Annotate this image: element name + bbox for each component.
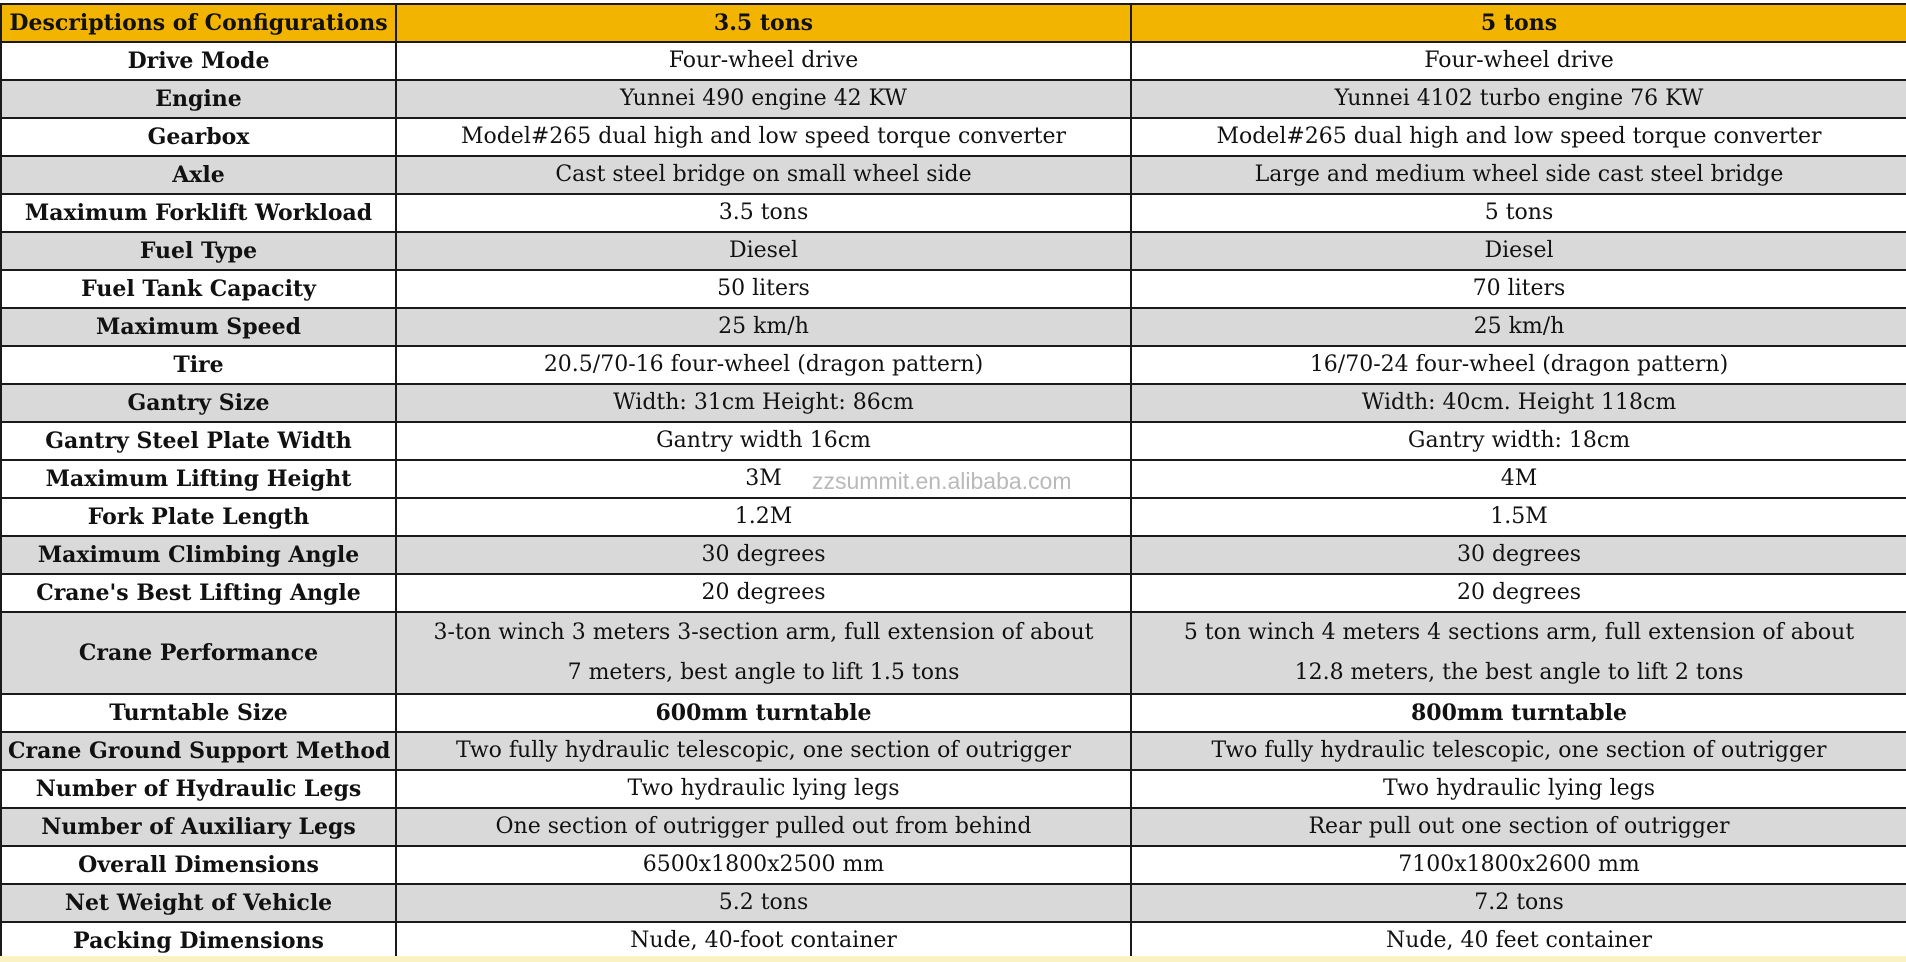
row-label: Packing Dimensions bbox=[1, 922, 396, 960]
row-label: Fork Plate Length bbox=[1, 498, 396, 536]
spec-table bbox=[0, 3, 1906, 961]
row-label: Gantry Steel Plate Width bbox=[1, 422, 396, 460]
row-label: Maximum Climbing Angle bbox=[1, 536, 396, 574]
value-3-5-tons: 5.2 tons bbox=[396, 884, 1131, 922]
table-row bbox=[1, 118, 1906, 156]
table-row bbox=[1, 384, 1906, 422]
value-3-5-tons: Width: 31cm Height: 86cm bbox=[396, 384, 1131, 422]
value-3-5-tons: Two fully hydraulic telescopic, one section of outrigger bbox=[396, 732, 1131, 770]
value-5-tons: Nude, 40 feet container bbox=[1131, 922, 1906, 960]
table-row bbox=[1, 536, 1906, 574]
value-5-tons: 7100x1800x2600 mm bbox=[1131, 846, 1906, 884]
table-row bbox=[1, 422, 1906, 460]
value-3-5-tons: 3M bbox=[396, 460, 1131, 498]
value-5-tons: Large and medium wheel side cast steel bridge bbox=[1131, 156, 1906, 194]
table-row bbox=[1, 846, 1906, 884]
header-3-5-tons: 3.5 tons bbox=[396, 4, 1131, 42]
value-3-5-tons: 6500x1800x2500 mm bbox=[396, 846, 1131, 884]
value-3-5-tons: Two hydraulic lying legs bbox=[396, 770, 1131, 808]
value-3-5-tons: 20.5/70-16 four-wheel (dragon pattern) bbox=[396, 346, 1131, 384]
value-3-5-tons: 3.5 tons bbox=[396, 194, 1131, 232]
row-label: Turntable Size bbox=[1, 694, 396, 732]
row-label: Axle bbox=[1, 156, 396, 194]
bottom-band bbox=[0, 956, 1906, 962]
value-5-tons: 4M bbox=[1131, 460, 1906, 498]
value-5-tons: Two hydraulic lying legs bbox=[1131, 770, 1906, 808]
value-3-5-tons: 3-ton winch 3 meters 3-section arm, full extension of about 7 meters, best angle to lift 1.5 tons bbox=[396, 612, 1131, 694]
value-5-tons: Yunnei 4102 turbo engine 76 KW bbox=[1131, 80, 1906, 118]
table-row bbox=[1, 612, 1906, 694]
table-header bbox=[1, 4, 1906, 42]
value-3-5-tons: 30 degrees bbox=[396, 536, 1131, 574]
value-5-tons: 70 liters bbox=[1131, 270, 1906, 308]
table-row bbox=[1, 42, 1906, 80]
value-5-tons: 800mm turntable bbox=[1131, 694, 1906, 732]
row-label: Overall Dimensions bbox=[1, 846, 396, 884]
value-3-5-tons: One section of outrigger pulled out from behind bbox=[396, 808, 1131, 846]
table-row bbox=[1, 194, 1906, 232]
table-row bbox=[1, 808, 1906, 846]
value-5-tons: 25 km/h bbox=[1131, 308, 1906, 346]
table-row bbox=[1, 270, 1906, 308]
value-3-5-tons: Model#265 dual high and low speed torque converter bbox=[396, 118, 1131, 156]
table-row bbox=[1, 884, 1906, 922]
table-row bbox=[1, 498, 1906, 536]
value-3-5-tons: Nude, 40-foot container bbox=[396, 922, 1131, 960]
value-5-tons: 5 tons bbox=[1131, 194, 1906, 232]
row-label: Maximum Forklift Workload bbox=[1, 194, 396, 232]
value-3-5-tons: 1.2M bbox=[396, 498, 1131, 536]
value-5-tons: Width: 40cm. Height 118cm bbox=[1131, 384, 1906, 422]
table-row bbox=[1, 732, 1906, 770]
value-5-tons: Diesel bbox=[1131, 232, 1906, 270]
row-label: Number of Hydraulic Legs bbox=[1, 770, 396, 808]
row-label: Fuel Type bbox=[1, 232, 396, 270]
row-label: Gantry Size bbox=[1, 384, 396, 422]
table-row bbox=[1, 922, 1906, 960]
header-row bbox=[1, 4, 1906, 42]
value-5-tons: 16/70-24 four-wheel (dragon pattern) bbox=[1131, 346, 1906, 384]
value-3-5-tons: Gantry width 16cm bbox=[396, 422, 1131, 460]
value-3-5-tons: 600mm turntable bbox=[396, 694, 1131, 732]
value-3-5-tons: Cast steel bridge on small wheel side bbox=[396, 156, 1131, 194]
value-5-tons: Model#265 dual high and low speed torque converter bbox=[1131, 118, 1906, 156]
row-label: Tire bbox=[1, 346, 396, 384]
value-5-tons: 5 ton winch 4 meters 4 sections arm, full extension of about 12.8 meters, the best angle to lift 2 tons bbox=[1131, 612, 1906, 694]
value-5-tons: Two fully hydraulic telescopic, one section of outrigger bbox=[1131, 732, 1906, 770]
value-3-5-tons: 50 liters bbox=[396, 270, 1131, 308]
row-label: Maximum Speed bbox=[1, 308, 396, 346]
row-label: Number of Auxiliary Legs bbox=[1, 808, 396, 846]
value-5-tons: 1.5M bbox=[1131, 498, 1906, 536]
value-3-5-tons: Yunnei 490 engine 42 KW bbox=[396, 80, 1131, 118]
value-3-5-tons: 25 km/h bbox=[396, 308, 1131, 346]
row-label: Net Weight of Vehicle bbox=[1, 884, 396, 922]
table-row bbox=[1, 156, 1906, 194]
table-row bbox=[1, 770, 1906, 808]
row-label: Crane's Best Lifting Angle bbox=[1, 574, 396, 612]
row-label: Maximum Lifting Height bbox=[1, 460, 396, 498]
table-row bbox=[1, 308, 1906, 346]
value-5-tons: Rear pull out one section of outrigger bbox=[1131, 808, 1906, 846]
table-row bbox=[1, 346, 1906, 384]
table-body bbox=[1, 42, 1906, 960]
table-row bbox=[1, 460, 1906, 498]
value-5-tons: 7.2 tons bbox=[1131, 884, 1906, 922]
row-label: Drive Mode bbox=[1, 42, 396, 80]
table-row bbox=[1, 80, 1906, 118]
row-label: Crane Performance bbox=[1, 612, 396, 694]
header-descriptions: Descriptions of Configurations bbox=[1, 4, 396, 42]
header-5-tons: 5 tons bbox=[1131, 4, 1906, 42]
watermark: zzsummit.en.alibaba.com bbox=[812, 468, 1072, 494]
value-5-tons: 20 degrees bbox=[1131, 574, 1906, 612]
value-5-tons: Four-wheel drive bbox=[1131, 42, 1906, 80]
table-row bbox=[1, 232, 1906, 270]
value-3-5-tons: Diesel bbox=[396, 232, 1131, 270]
table-row bbox=[1, 574, 1906, 612]
value-5-tons: Gantry width: 18cm bbox=[1131, 422, 1906, 460]
row-label: Gearbox bbox=[1, 118, 396, 156]
value-3-5-tons: Four-wheel drive bbox=[396, 42, 1131, 80]
value-5-tons: 30 degrees bbox=[1131, 536, 1906, 574]
row-label: Crane Ground Support Method bbox=[1, 732, 396, 770]
row-label: Fuel Tank Capacity bbox=[1, 270, 396, 308]
row-label: Engine bbox=[1, 80, 396, 118]
table-row bbox=[1, 694, 1906, 732]
value-3-5-tons: 20 degrees bbox=[396, 574, 1131, 612]
